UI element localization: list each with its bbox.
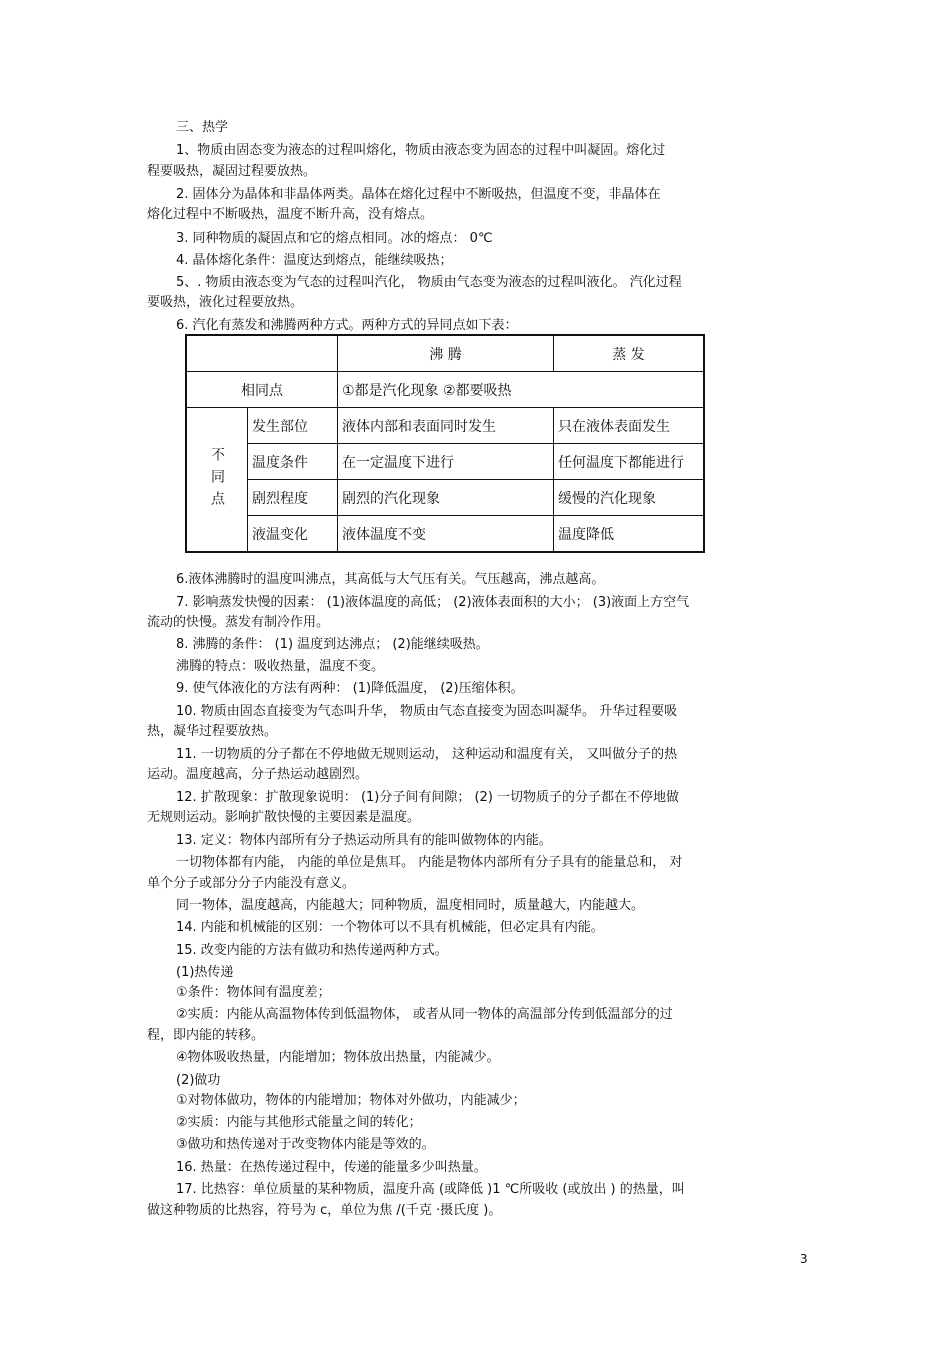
table-cell: 发生部位 [248,408,338,444]
text-line: 热，凝华过程要放热。 [147,724,278,739]
table-cell: 只在液体表面发生 [554,408,705,444]
table-row-label: 不同点 [186,408,248,553]
text-line: 16. 热量：在热传递过程中，传递的能量多少叫热量。 [176,1160,487,1175]
table-cell: 在一定温度下进行 [338,444,554,480]
table-cell: 缓慢的汽化现象 [554,480,705,516]
text-line: 程要吸热，凝固过程要放热。 [147,164,317,179]
text-line: 3. 同种物质的凝固点和它的熔点相同。冰的熔点： 0℃ [176,231,493,246]
page-number: 3 [800,1252,808,1266]
text-line: 12. 扩散现象：扩散现象说明： (1)分子间有间隙； (2) 一切物质子的分子都在不停地做 [176,790,680,805]
text-line: ④物体吸收热量，内能增加；物体放出热量，内能减少。 [176,1050,500,1065]
text-line: 2. 固体分为晶体和非晶体两类。晶体在熔化过程中不断吸热，但温度不变，非晶体在 [176,187,661,202]
table-header-cell [186,335,338,372]
table-row [186,444,704,480]
text-line: 沸腾的特点：吸收热量，温度不变。 [176,659,385,674]
table-cell: 液体温度不变 [338,516,554,553]
text-line: (1)热传递 [176,965,234,980]
text-line: 1、物质由固态变为液态的过程叫熔化，物质由液态变为固态的过程中叫凝固。熔化过 [176,143,666,158]
text-line: 5、. 物质由液态变为气态的过程叫汽化， 物质由气态变为液态的过程叫液化。 汽化过程 [176,275,682,290]
table-row [186,408,704,444]
text-line: 要吸热，液化过程要放热。 [147,295,304,310]
table-cell: 温度条件 [248,444,338,480]
table-header-cell: 蒸 发 [554,335,705,372]
text-line: 熔化过程中不断吸热，温度不断升高，没有熔点。 [147,207,434,222]
text-line: 同一物体，温度越高，内能越大；同种物质，温度相同时，质量越大，内能越大。 [176,898,645,913]
table-cell: 剧烈程度 [248,480,338,516]
boiling-evaporation-table [185,334,705,553]
table-cell: 温度降低 [554,516,705,553]
text-line: 10. 物质由固态直接变为气态叫升华， 物质由气态直接变为固态叫凝华。 升华过程要吸 [176,704,678,719]
text-line: 8. 沸腾的条件： (1) 温度到达沸点； (2)能继续吸热。 [176,637,489,652]
table-row [186,372,704,408]
text-line: 做这种物质的比热容，符号为 c，单位为焦 /(千克 ·摄氏度 )。 [147,1203,502,1218]
text-line: 7. 影响蒸发快慢的因素： (1)液体温度的高低； (2)液体表面积的大小； (3)液面上方空气 [176,595,690,610]
table-row-label: 相同点 [186,372,338,408]
text-line: ①对物体做功，物体的内能增加；物体对外做功，内能减少； [176,1093,526,1108]
text-line: 单个分子或部分分子内能没有意义。 [147,876,356,891]
text-line: 11. 一切物质的分子都在不停地做无规则运动， 这种运动和温度有关， 又叫做分子的热 [176,747,678,762]
text-line: 无规则运动。影响扩散快慢的主要因素是温度。 [147,810,421,825]
table-cell: ①都是汽化现象 ②都要吸热 [338,372,705,408]
text-line: 程，即内能的转移。 [147,1028,265,1043]
text-line: 流动的快慢。蒸发有制冷作用。 [147,615,330,630]
text-line: 4. 晶体熔化条件：温度达到熔点，能继续吸热； [176,253,453,268]
text-line: ②实质：内能与其他形式能量之间的转化； [176,1115,422,1130]
text-line: 14. 内能和机械能的区别：一个物体可以不具有机械能，但必定具有内能。 [176,920,604,935]
table-cell: 剧烈的汽化现象 [338,480,554,516]
text-line: 9. 使气体液化的方法有两种： (1)降低温度， (2)压缩体积。 [176,681,524,696]
text-line: 6.液体沸腾时的温度叫沸点，其高低与大气压有关。气压越高，沸点越高。 [176,572,605,587]
table-header-cell: 沸 腾 [338,335,554,372]
text-line: ①条件：物体间有温度差； [176,985,331,1000]
text-line: 运动。温度越高，分子热运动越剧烈。 [147,767,369,782]
table-header-row [186,335,704,372]
table-row [186,480,704,516]
text-line: 15. 改变内能的方法有做功和热传递两种方式。 [176,943,448,958]
table-cell: 液温变化 [248,516,338,553]
table-cell: 任何温度下都能进行 [554,444,705,480]
text-line: ③做功和热传递对于改变物体内能是等效的。 [176,1137,435,1152]
text-line: 一切物体都有内能， 内能的单位是焦耳。 内能是物体内部所有分子具有的能量总和， 对 [176,855,683,870]
text-line: (2)做功 [176,1073,221,1088]
table-row [186,516,704,553]
text-line: 6. 汽化有蒸发和沸腾两种方式。两种方式的异同点如下表： [176,318,518,333]
text-line: 13. 定义：物体内部所有分子热运动所具有的能叫做物体的内能。 [176,833,552,848]
text-line: 三、热学 [176,120,229,135]
text-line: ②实质：内能从高温物体传到低温物体， 或者从同一物体的高温部分传到低温部分的过 [176,1007,673,1022]
table-cell: 液体内部和表面同时发生 [338,408,554,444]
text-line: 17. 比热容：单位质量的某种物质，温度升高 (或降低 )1 ℃所吸收 (或放出 ) 的热量，叫 [176,1182,685,1197]
